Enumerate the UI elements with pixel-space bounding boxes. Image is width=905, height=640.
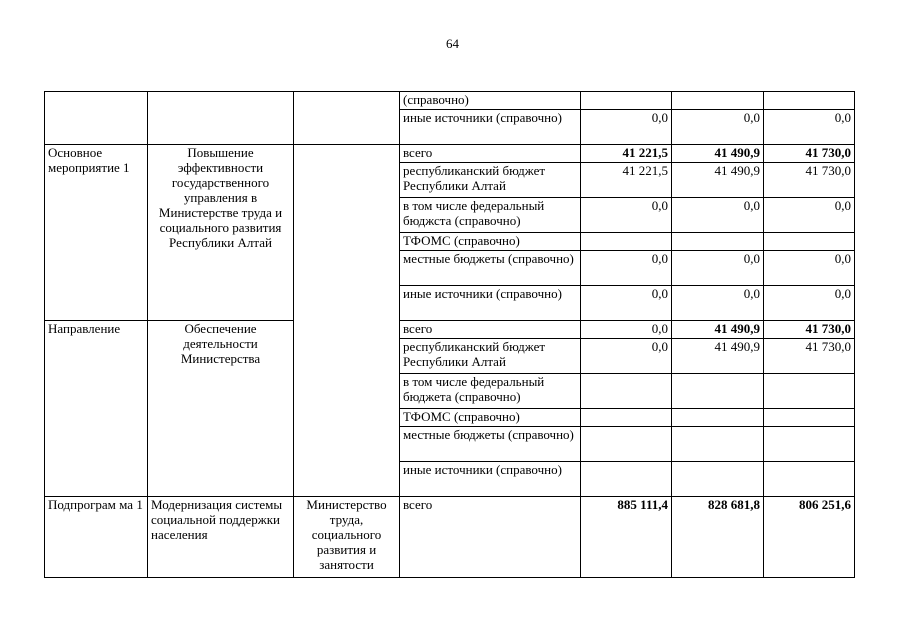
value-year-3 xyxy=(764,374,855,409)
funding-source: республиканский бюджет Республики Алтай xyxy=(400,339,581,374)
executor-cell xyxy=(294,92,400,145)
program-title-cell xyxy=(148,92,294,145)
direction-title: Обеспечение деятельности Министерства xyxy=(148,321,294,497)
value-year-1: 0,0 xyxy=(581,251,672,286)
funding-source: всего xyxy=(400,497,581,578)
value-year-1 xyxy=(581,409,672,427)
value-year-2: 41 490,9 xyxy=(672,339,764,374)
value-year-1 xyxy=(581,427,672,462)
table-row xyxy=(45,92,855,110)
value-year-2 xyxy=(672,233,764,251)
subprogram-executor: Министерство труда, социального развития и занятости xyxy=(294,497,400,578)
value-year-1 xyxy=(581,233,672,251)
subprogram-name: Подпрограм ма 1 xyxy=(45,497,148,578)
funding-source: всего xyxy=(400,321,581,339)
value-year-1: 0,0 xyxy=(581,321,672,339)
value-year-1: 41 221,5 xyxy=(581,145,672,163)
direction-name: Направление xyxy=(45,321,148,497)
value-year-3: 0,0 xyxy=(764,198,855,233)
value-year-2 xyxy=(672,409,764,427)
value-year-3: 41 730,0 xyxy=(764,163,855,198)
value-year-1: 41 221,5 xyxy=(581,163,672,198)
value-year-2: 0,0 xyxy=(672,251,764,286)
value-year-1: 0,0 xyxy=(581,286,672,321)
funding-source: ТФОМС (справочно) xyxy=(400,233,581,251)
value-year-2 xyxy=(672,462,764,497)
program-name-cell xyxy=(45,92,148,145)
funding-source: местные бюджеты (справочно) xyxy=(400,427,581,462)
funding-source: местные бюджеты (справочно) xyxy=(400,251,581,286)
value-year-2: 0,0 xyxy=(672,286,764,321)
funding-source: иные источники (справочно) xyxy=(400,110,581,145)
funding-source: (справочно) xyxy=(400,92,581,110)
value-year-3: 41 730,0 xyxy=(764,339,855,374)
subprogram-title: Модернизация системы социальной поддержки населения xyxy=(148,497,294,578)
page-number: 64 xyxy=(446,36,459,51)
funding-source: ТФОМС (справочно) xyxy=(400,409,581,427)
value-year-2 xyxy=(672,92,764,110)
value-year-2 xyxy=(672,427,764,462)
value-year-3: 41 730,0 xyxy=(764,145,855,163)
budget-table xyxy=(44,91,855,578)
value-year-3: 0,0 xyxy=(764,286,855,321)
value-year-2: 0,0 xyxy=(672,198,764,233)
value-year-1: 0,0 xyxy=(581,110,672,145)
value-year-3 xyxy=(764,92,855,110)
value-year-2: 828 681,8 xyxy=(672,497,764,578)
table-row xyxy=(45,145,855,163)
value-year-2: 0,0 xyxy=(672,110,764,145)
funding-source: иные источники (справочно) xyxy=(400,462,581,497)
value-year-3 xyxy=(764,409,855,427)
event-executor xyxy=(294,145,400,497)
value-year-1 xyxy=(581,462,672,497)
value-year-3 xyxy=(764,462,855,497)
value-year-2: 41 490,9 xyxy=(672,163,764,198)
value-year-1: 885 111,4 xyxy=(581,497,672,578)
funding-source: в том числе федеральный бюджета (справочно) xyxy=(400,374,581,409)
value-year-2 xyxy=(672,374,764,409)
table-row xyxy=(45,321,855,339)
value-year-1 xyxy=(581,374,672,409)
funding-source: в том числе федеральный бюджста (справочно) xyxy=(400,198,581,233)
value-year-3: 0,0 xyxy=(764,251,855,286)
value-year-2: 41 490,9 xyxy=(672,145,764,163)
table-row xyxy=(45,497,855,578)
value-year-1: 0,0 xyxy=(581,339,672,374)
value-year-3 xyxy=(764,233,855,251)
event-title: Повышение эффективности государственного управления в Министерстве труда и социального развития Республики Алтай xyxy=(148,145,294,321)
funding-source: республиканский бюджет Республики Алтай xyxy=(400,163,581,198)
value-year-3: 0,0 xyxy=(764,110,855,145)
funding-source: всего xyxy=(400,145,581,163)
value-year-1 xyxy=(581,92,672,110)
value-year-1: 0,0 xyxy=(581,198,672,233)
value-year-2: 41 490,9 xyxy=(672,321,764,339)
value-year-3: 41 730,0 xyxy=(764,321,855,339)
value-year-3: 806 251,6 xyxy=(764,497,855,578)
funding-source: иные источники (справочно) xyxy=(400,286,581,321)
value-year-3 xyxy=(764,427,855,462)
event-name: Основное мероприятие 1 xyxy=(45,145,148,321)
